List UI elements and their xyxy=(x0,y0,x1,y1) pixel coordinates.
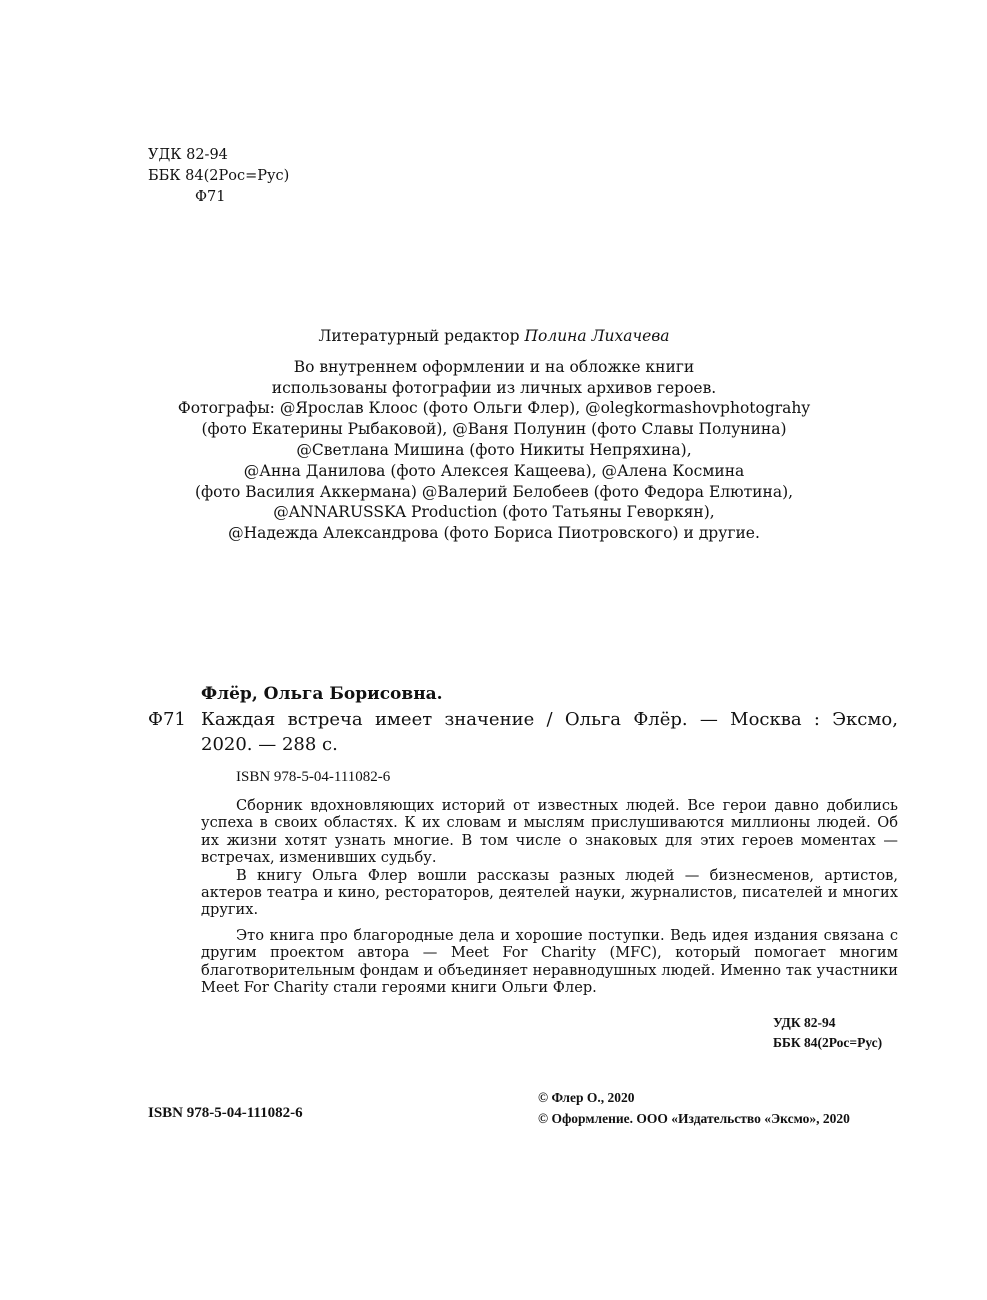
copyright-design: © Оформление. ООО «Издательство «Эксмо», 2020 xyxy=(538,1111,850,1126)
bbk-code: ББК 84(2Рос=Рус) xyxy=(773,1035,883,1050)
photo-credit-line: Фотографы: @Ярослав Клоос (фото Ольги Флер), @olegkormashovphotograhy xyxy=(177,399,811,418)
bbk-code: ББК 84(2Рос=Рус) xyxy=(148,168,290,184)
photo-credit-line: использованы фотографии из личных архивов героев. xyxy=(271,378,717,397)
book-title xyxy=(201,708,898,757)
copyright-author: © Флер О., 2020 xyxy=(538,1090,635,1105)
isbn-footer: ISBN 978-5-04-111082-6 xyxy=(148,1105,303,1121)
title-word: Каждая xyxy=(201,709,276,730)
editor-line xyxy=(120,326,868,347)
title-line-1 xyxy=(201,708,898,733)
book-abstract xyxy=(201,797,898,996)
title-word: / xyxy=(546,709,553,730)
classification-block xyxy=(148,145,289,208)
title-word: Эксмо, xyxy=(832,709,898,730)
title-word: имеет xyxy=(374,709,433,730)
isbn-record: ISBN 978-5-04-111082-6 xyxy=(236,769,391,785)
title-word: — xyxy=(699,709,718,730)
photo-credit-line: @Светлана Мишина (фото Никиты Непряхина), xyxy=(296,440,692,459)
photo-credit-line: @Надежда Александрова (фото Бориса Пиотровского) и другие. xyxy=(228,524,760,543)
udk-code: УДК 82-94 xyxy=(148,147,228,163)
photo-credit-line: (фото Екатерины Рыбаковой), @Ваня Полунин (фото Славы Полунина) xyxy=(201,420,787,439)
author-code: Ф71 xyxy=(148,709,186,730)
title-word: значение xyxy=(444,709,535,730)
photo-credit-line: (фото Василия Аккермана) @Валерий Белобеев (фото Федора Елютина), xyxy=(194,482,794,501)
title-line-2: 2020. — 288 с. xyxy=(201,733,338,755)
abstract-paragraph: Сборник вдохновляющих историй от известных людей. Все герои давно добились успеха в своих областях. К их словам и мыслям прислушиваются миллионы людей. Об их жизни хотят узнать многие. В том числе о знаковых для этих героев моментах — встречах, изменивших судьбу. xyxy=(201,797,898,867)
abstract-paragraph: Это книга про благородные дела и хорошие поступки. Ведь идея издания связана с другим проектом автора — Meet For Charity (MFC), который помогает многим благотворительным фондам и объединяет неравнодушных людей. Именно так участники Meet For Charity стали героями книги Ольги Флер. xyxy=(201,926,898,997)
udk-code: УДК 82-94 xyxy=(773,1015,836,1030)
record-classification xyxy=(773,1013,882,1053)
editor-label: Литературный редактор xyxy=(318,327,525,345)
title-word: Ольга xyxy=(564,709,622,730)
photo-credit-line: @Анна Данилова (фото Алексея Кащеева), @Алена Космина xyxy=(243,461,745,480)
author-mark: Ф71 xyxy=(195,189,226,205)
title-word: Москва xyxy=(730,709,802,730)
credits-block xyxy=(120,326,868,544)
editor-name: Полина Лихачева xyxy=(524,327,670,345)
photo-credit-line: @ANNARUSSKA Production (фото Татьяны Геворкян), xyxy=(273,503,715,522)
book-author: Флёр, Ольга Борисовна. xyxy=(201,684,443,704)
title-word: : xyxy=(813,709,820,730)
title-word: Флёр. xyxy=(633,709,688,730)
title-word: встреча xyxy=(287,709,363,730)
copyright-block xyxy=(538,1087,850,1129)
abstract-paragraph: В книгу Ольга Флер вошли рассказы разных людей — бизнесменов, артистов, актеров театра и кино, рестораторов, деятелей науки, журналистов, писателей и многих других. xyxy=(201,866,898,919)
photo-credit-line: Во внутреннем оформлении и на обложке книги xyxy=(293,357,695,376)
